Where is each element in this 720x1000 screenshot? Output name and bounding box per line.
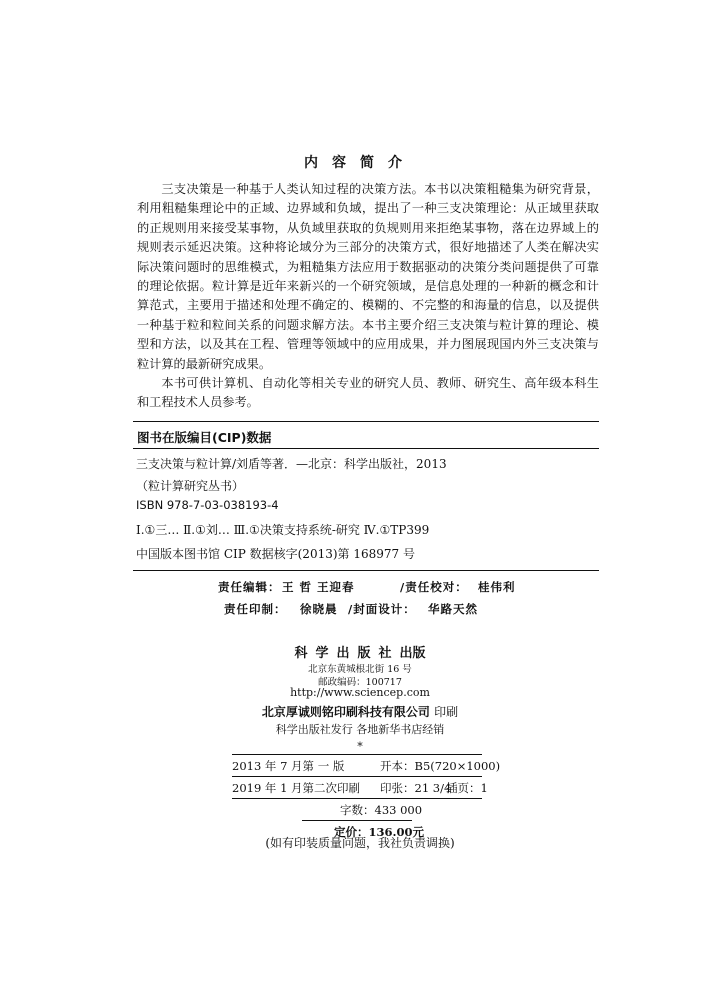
separator-star: * [357, 740, 363, 753]
cover-designer-name: 华路天然 [428, 602, 478, 616]
printer-name: 北京厚诚则铭印刷科技有限公司 [261, 705, 430, 719]
cip-data-box [133, 421, 599, 571]
cip-isbn-line: ISBN 978-7-03-038193-4 [136, 498, 279, 512]
printer-line [0, 703, 720, 720]
quality-notice: (如有印装质量问题，我社负责调换) [265, 836, 455, 850]
word-count: 字数：433 000 [340, 803, 423, 817]
inserts: 插页：1 [446, 781, 488, 795]
editor-names: 王 哲 王迎春 [282, 580, 355, 594]
cip-title-line: 三支决策与粒计算/刘盾等著．—北京：科学出版社，2013 [136, 457, 447, 471]
proofreader-label: /责任校对： [400, 580, 468, 594]
summary-paragraph: 本书可供计算机、自动化等相关专业的研究人员、教师、研究生、高年级本科生和工程技术人员参考。 [137, 376, 599, 410]
edition-rule [232, 776, 482, 777]
first-edition: 2013 年 7 月第 一 版 [232, 759, 345, 773]
publisher-line [0, 642, 720, 661]
publisher-url: http://www.sciencep.com [290, 686, 430, 699]
summary-title: 内容简介 [304, 155, 416, 171]
publisher-postcode: 邮政编码：100717 [318, 677, 402, 688]
publisher-suffix: 出版 [399, 646, 426, 661]
editor-label: 责任编辑： [218, 580, 281, 594]
publisher-name: 科学出版社 [294, 646, 400, 661]
printing-rule [232, 798, 482, 799]
cip-classification-line: Ⅰ.①三… Ⅱ.①刘… Ⅲ.①决策支持系统-研究 Ⅳ.①TP399 [136, 523, 430, 537]
printer-suffix: 印刷 [434, 705, 459, 719]
print-manager-name: 徐晓晨 [300, 602, 338, 616]
summary-paragraph: 三支决策是一种基于人类认知过程的决策方法。本书以决策粗糙集为研究背景，利用粗糙集理论中的正域、边界域和负域，提出了一种三支决策理论：从正域里获取的正规则用来接受某事物，从负域里获取的负规则用来拒绝某事物，落在边界域上的规则表示延迟决策。这种将论域分为三部分的决策方式，很好地描述了人类在解决实际决策问题时的思维模式，为粗糙集方法应用于数据驱动的决策分类问题提供了可靠的理论依据。粒计算是近年来新兴的一个研究领域，是信息处理的一种新的概念和计算范式，主要用于描述和处理不确定的、模糊的、不完整的和海量的信息，以及提供一种基于粒和粒间关系的问题求解方法。本书主要介绍三支决策与粒计算的理论、模型和方法，以及其在工程、管理等领域中的应用成果，并力图展现国内外三支决策与粒计算的最新研究成果。 [137, 182, 599, 371]
publisher-address: 北京东黄城根北街 16 号 [308, 664, 412, 675]
cip-series-line: （粒计算研究丛书） [136, 479, 245, 493]
proofreader-name: 桂伟利 [478, 580, 516, 594]
print-manager-label: 责任印制： [224, 602, 287, 616]
cip-heading: 图书在版编目(CIP)数据 [137, 430, 272, 445]
cip-divider [133, 448, 599, 449]
price: 定价：136.00元 [334, 825, 425, 839]
summary-body [137, 180, 599, 413]
word-count-rule [302, 820, 412, 821]
edition-top-rule [232, 754, 482, 755]
distribution-line: 科学出版社发行 各地新华书店经销 [275, 723, 445, 736]
cip-record-number-line: 中国版本图书馆 CIP 数据核字(2013)第 168977 号 [136, 547, 415, 561]
book-format: 开本：B5(720×1000) [380, 759, 501, 773]
print-sheets: 印张：21 3/4 [380, 781, 452, 795]
cover-designer-label: /封面设计： [348, 602, 416, 616]
second-printing: 2019 年 1 月第二次印刷 [232, 781, 361, 795]
